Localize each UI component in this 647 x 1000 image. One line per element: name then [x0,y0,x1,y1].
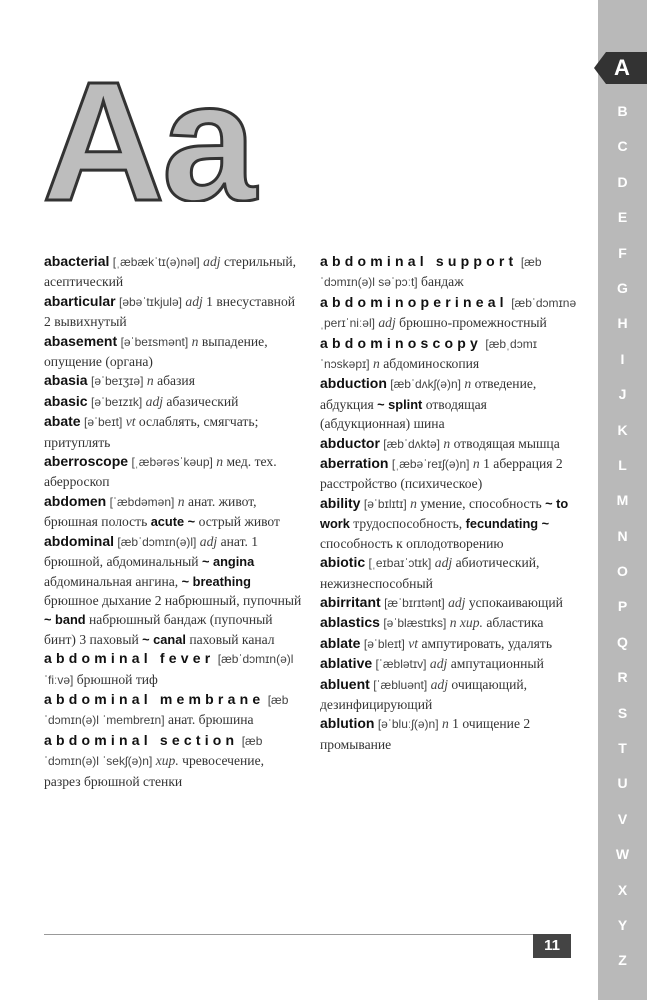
entry-subphrase: acute ~ [150,514,196,530]
dictionary-entry [44,452,302,492]
entry-transcription: [æbˈdɔmɪn(ə)l ˈfiːvə] [44,652,294,687]
alphabet-tab-q[interactable]: Q [617,633,628,650]
footer-rule [44,934,542,935]
entry-transcription: [əˈbeɪzɪk] [91,394,143,409]
entry-headword: abasement [44,332,118,349]
entry-transcription: [ˌæbərəsˈkəup] [131,455,213,470]
dictionary-entry [320,593,578,613]
entry-definition: абластика [486,615,544,631]
entry-subphrase-definition: трудоспособность, [353,516,463,532]
entry-headword: abdominal section [44,731,239,748]
alphabet-tab-u[interactable]: U [617,775,628,792]
entry-grammar: n [472,456,480,472]
entry-grammar: adj [199,533,218,549]
entry-definition: 1 аберрация 2 расстройство (психическое) [320,456,563,492]
entry-transcription: [ˌæbəˈreɪʃ(ə)n] [391,457,470,472]
entry-definition: стерильный, асептический [44,254,297,290]
entry-definition: выпадение, опущение (органа) [44,333,268,370]
alphabet-tab-o[interactable]: O [617,563,628,580]
entry-subphrase: ~ angina [201,554,255,570]
alphabet-tab-k[interactable]: K [617,421,628,438]
entry-grammar: n [443,435,451,451]
alphabet-tab-f[interactable]: F [618,244,627,261]
page-number: 11 [533,934,571,958]
dictionary-entry [44,492,302,532]
entry-transcription: [əˈbleɪt] [363,636,405,651]
entry-headword: abasic [44,392,88,409]
entry-definition: абазия [157,373,195,389]
entry-transcription: [æbˈdʌktə] [383,436,440,451]
alphabet-tab-n[interactable]: N [617,527,628,544]
entry-grammar: adj [203,254,221,269]
entry-subphrase: fecundating ~ [465,516,550,532]
entry-subphrase: ~ splint [377,396,423,412]
dictionary-entry [320,494,578,553]
entry-grammar: n [441,716,449,732]
dictionary-entry [44,649,302,690]
entry-grammar: n [216,454,224,470]
entry-definition: абдоминоскопия [383,356,480,372]
entry-headword: abdominal support [320,253,518,269]
entry-subphrase: ~ canal [142,631,186,647]
entry-headword: abdominoscopy [320,334,482,351]
entry-headword: ability [320,494,361,511]
entry-grammar: adj [378,315,396,331]
entry-transcription: [ˌæbækˈtɪ(ə)nəl] [112,255,200,269]
alphabet-tab-s[interactable]: S [617,704,628,721]
entry-transcription: [əˈbeɪt] [83,415,123,430]
alphabet-letters [598,94,647,979]
entry-definition: отведение, абдукция [320,376,537,412]
alphabet-tab-c[interactable]: C [617,138,628,155]
entry-headword: ablate [320,634,361,651]
entry-headword: abdominal membrane [44,690,265,707]
entry-headword: aberroscope [44,453,129,470]
alphabet-tab-t[interactable]: T [618,740,627,757]
entry-transcription: [ˌeɪbaɪˈɔtɪk] [368,556,432,571]
entry-headword: ablastics [320,614,380,631]
dictionary-entry [320,714,578,754]
entry-subphrase-definition: паховый канал [189,631,275,647]
dictionary-entry [320,634,578,654]
entry-headword: abductor [320,434,380,451]
entry-grammar: n [464,376,472,392]
entry-transcription: [æbˈdɔmɪnəˌperɪˈniːəl] [320,295,577,331]
entry-definition: анат. живот, брюшная полость [44,493,257,530]
entry-grammar: adj [145,393,164,409]
entry-definition: анат. брюшина [167,712,254,728]
entry-grammar: n [373,356,380,372]
entry-headword: abdominoperineal [320,293,508,310]
entry-grammar: n [191,333,199,349]
entry-transcription: [æˈbɪrɪtənt] [384,595,445,610]
section-heading [38,52,278,202]
entry-transcription: [əˈbeɪʒɪə] [91,374,144,389]
right-column [320,252,578,754]
entry-transcription: [æbˌdɔmɪˈnɔskəpɪ] [320,336,537,372]
alphabet-tab-l[interactable]: L [618,456,627,473]
entry-subphrase-definition: способность к оплодотворению [320,535,504,551]
entry-definition: успокаивающий [468,594,563,610]
dictionary-entry [44,292,302,332]
dictionary-entry [320,334,578,375]
entry-subphrase: ~ to work [320,495,569,532]
entry-subphrase-definition: набрюшный бандаж (пупочный бинт) 3 паховый [44,612,273,647]
entry-definition: абазический [166,393,239,409]
entry-transcription: [ˈæbluənt] [373,677,428,692]
entry-definition: брюшной тиф [76,671,158,687]
entry-definition: ампутационный [450,656,544,672]
entry-headword: abarticular [44,292,116,309]
alphabet-tab-e[interactable]: E [617,209,628,226]
dictionary-entry [320,613,578,633]
heading-lower: a [162,52,257,202]
entry-definition: ослаблять, смягчать; притуплять [44,414,259,450]
entry-grammar: vt [125,414,136,430]
entry-headword: ablative [320,655,373,672]
entry-definition: 1 внесуставной 2 вывихнутый [44,293,296,330]
entry-definition: ампутировать, удалять [421,635,553,651]
entry-grammar: adj [429,656,448,672]
entry-subphrase-definition: острый живот [198,514,280,530]
entry-grammar: vt [408,635,419,651]
entry-definition: очищающий, дезинфицирующий [320,676,528,712]
entry-grammar: n [410,495,417,511]
entry-subphrase: ~ breathing [181,573,251,589]
entry-headword: abate [44,413,81,430]
alphabet-tab-m[interactable]: M [616,492,629,509]
entry-grammar: n хир. [449,615,483,631]
entry-definition: отводящая мышца [453,435,560,451]
entry-transcription: [əˈblæstɪks] [383,616,447,631]
alphabet-tab-active[interactable] [594,52,647,84]
entry-transcription: [əˈbɪlɪtɪ] [363,496,407,511]
left-column [44,252,302,791]
entry-definition: брюшно-промежностный [399,315,547,331]
entry-grammar: хир. [155,753,179,769]
alphabet-tab-r[interactable]: R [617,669,628,686]
dictionary-entry [44,332,302,372]
entry-grammar: adj [430,676,448,692]
entry-transcription: [əˈbeɪsmənt] [120,334,189,349]
alphabet-tab-b[interactable]: B [617,103,628,119]
entry-grammar: n [177,493,185,509]
entry-transcription: [əˈbluːʃ(ə)n] [377,717,439,732]
entry-headword: abdominal fever [44,650,215,667]
alphabet-tab-z[interactable]: Z [618,952,627,969]
dictionary-entry [320,654,578,674]
alphabet-tab-p[interactable]: P [617,598,628,615]
entry-transcription: [ˈæblətɪv] [375,657,427,672]
entry-headword: abirritant [320,593,381,610]
entry-headword: abiotic [320,554,366,571]
dictionary-entry [44,731,302,791]
alphabet-tab-g[interactable]: G [617,279,628,296]
alphabet-tab-i[interactable]: I [620,350,625,367]
dictionary-entry [320,675,578,715]
alphabet-tab-x[interactable]: X [617,881,628,898]
alphabet-tab-h[interactable]: H [617,315,628,332]
entry-transcription: [æbˈdɔmɪn(ə)l] [117,534,197,549]
alphabet-tab-active-label: A [614,55,630,80]
entry-subphrase-definition: абдоминальная ангина, [44,573,179,589]
entry-headword: abdominal [44,532,115,549]
dictionary-entry [320,434,578,454]
entry-definition: бандаж [421,274,464,290]
dictionary-entry [44,690,302,731]
entry-subphrase-definition: брюшное дыхание 2 набрюшный, пупочный [44,592,302,608]
entry-headword: abluent [320,675,370,692]
entry-grammar: adj [434,555,453,571]
dictionary-entry [44,532,302,649]
entry-definition: чревосечение, разрез брюшной стенки [44,753,265,789]
alphabet-tab-d[interactable]: D [617,173,628,190]
entry-subphrase: ~ band [44,612,86,628]
entry-headword: abdomen [44,492,107,509]
entry-definition: анат. 1 брюшной, абдоминальный [44,533,259,570]
entry-headword: abduction [320,375,387,392]
entry-transcription: [əbəˈtɪkjulə] [119,294,182,309]
entry-subphrase-definition: отводящая (абдукционная) шина [320,396,487,432]
entry-headword: aberration [320,455,389,472]
entry-grammar: adj [185,293,203,309]
entry-headword: abacterial [44,253,110,269]
entry-transcription: [æbˈdɔmɪn(ə)l ˈmembreɪn] [44,692,289,728]
dictionary-entry [320,374,578,433]
entry-definition: умение, способность [420,495,542,511]
entry-definition: 1 очищение 2 промывание [320,716,531,752]
entry-transcription: [æbˈdɔmɪn(ə)l səˈpɔːt] [320,255,542,290]
dictionary-entry [44,412,302,452]
dictionary-entry [320,293,578,334]
dictionary-entry [44,371,302,391]
entry-transcription: [æbˈdɔmɪn(ə)l ˈsekʃ(ə)n] [44,733,263,769]
alphabet-tab-j[interactable]: J [618,386,627,403]
entry-definition: мед. тех. аберроскоп [44,454,277,490]
dictionary-entry [320,252,578,293]
dictionary-entry [320,553,578,593]
entry-transcription: [ˈæbdəmən] [109,494,175,509]
alphabet-tab-y[interactable]: Y [617,916,628,933]
dictionary-entry [44,392,302,412]
entry-transcription: [æbˈdʌkʃ(ə)n] [390,377,461,392]
alphabet-tab-v[interactable]: V [617,810,628,827]
dictionary-entry [320,454,578,494]
entry-grammar: adj [448,594,466,610]
entry-definition: абиотический, нежизнеспособный [320,555,540,591]
entry-headword: ablution [320,715,375,732]
entry-headword: abasia [44,372,88,389]
entry-grammar: n [146,373,154,389]
dictionary-entry [44,252,302,292]
heading-upper: A [42,52,165,202]
alphabet-tab-w[interactable]: W [615,846,630,863]
